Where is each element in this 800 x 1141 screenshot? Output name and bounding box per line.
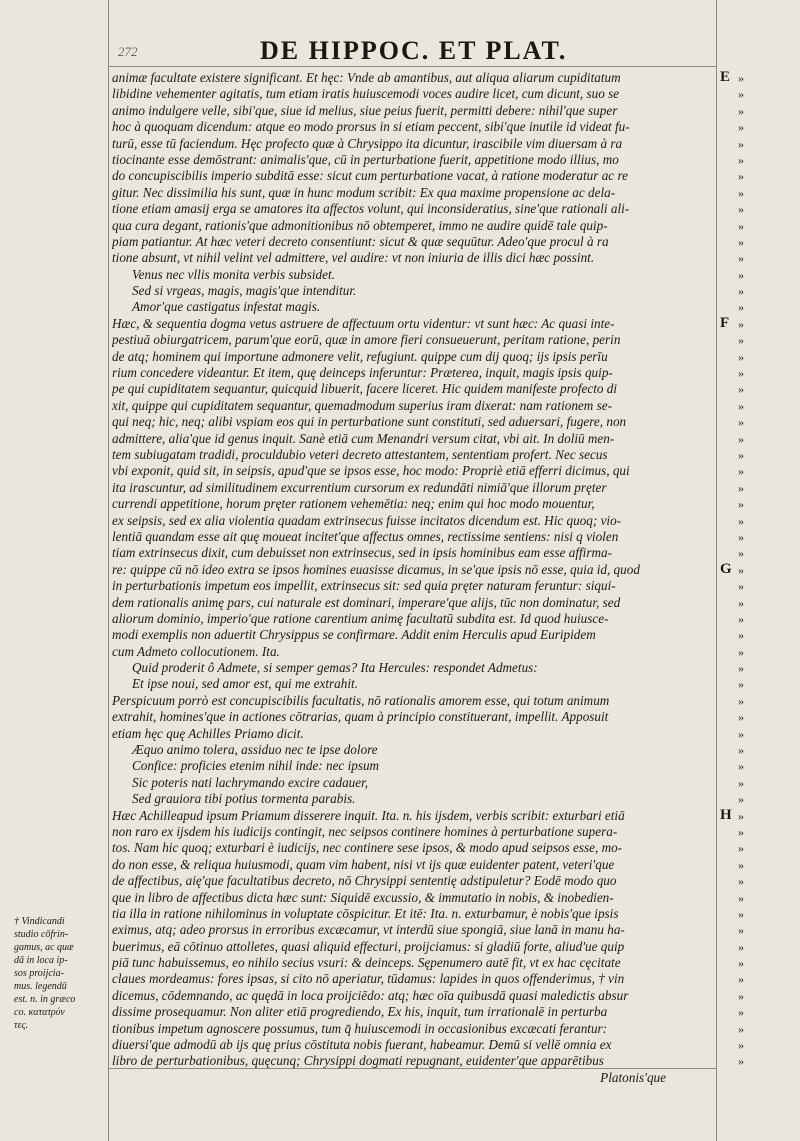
text-line: pestiuā obiurgatricem, parum'que eorū, quæ in amore fieri consueuerunt, peritam ratione, perin bbox=[112, 332, 621, 348]
text-line: dissime prosequamur. Non aliter etiā progrediendo, Ex his, inquit, tum irrationalē in perturba bbox=[112, 1004, 608, 1020]
quotation-mark: » bbox=[738, 759, 744, 774]
text-line: tione etiam amasij erga se amatores ita affectos volunt, qui inconsideratius, sine'que rationali ali- bbox=[112, 201, 630, 217]
quotation-mark: » bbox=[738, 398, 744, 413]
quotation-mark: » bbox=[738, 300, 744, 315]
text-line: cum Admeto collocutionem. Ita. bbox=[112, 643, 280, 659]
text-line: vbi exponit, quid sit, in seipsis, apud'que se ipsos esse, hoc modo: Propriè etiā efferri dicimus, qui bbox=[112, 463, 630, 479]
side-note-line: τες. bbox=[14, 1020, 29, 1031]
quotation-mark: » bbox=[738, 366, 744, 381]
quotation-mark: » bbox=[738, 956, 744, 971]
quotation-mark: » bbox=[738, 202, 744, 217]
text-line: qua cura degant, rationis'que admonitionibus nō obtemperet, immo ne audire quidē tale quip- bbox=[112, 217, 608, 233]
text-line: que in libro de affectibus dicta hæc sunt: Siquidē excussio, & immutatio in nobis, & inobedien- bbox=[112, 889, 614, 905]
quotation-mark: » bbox=[738, 447, 744, 462]
text-line: Hæc, & sequentia dogma vetus astruere de affectuum ortu videntur: vt sunt hæc: Ac quasi inte- bbox=[112, 315, 615, 331]
text-line: hoc à quoquam dicendum: atque eo modo prorsus in si etiam peccent, sibi'que inutile id videat fu- bbox=[112, 119, 630, 135]
quotation-mark: » bbox=[738, 316, 744, 331]
quotation-mark: » bbox=[738, 595, 744, 610]
text-line: gitur. Nec dissimilia his sunt, quæ in hunc modum scribit: Ex qua maxime propensione ac dela- bbox=[112, 184, 616, 200]
quotation-marks-column bbox=[738, 70, 762, 1070]
quotation-mark: » bbox=[738, 939, 744, 954]
quotation-mark: » bbox=[738, 382, 744, 397]
quotation-mark: » bbox=[738, 906, 744, 921]
quotation-mark: » bbox=[738, 218, 744, 233]
section-letter: H bbox=[720, 807, 732, 823]
quotation-mark: » bbox=[738, 726, 744, 741]
text-line: turū, esse tū faciendum. Hęc profecto quæ à Chrysippo ita dicuntur, irascibile vim diuersam à ra bbox=[112, 135, 623, 151]
quotation-mark: » bbox=[738, 1021, 744, 1036]
verse-line: Sic poteris nati lachrymando excire cadauer, bbox=[132, 774, 369, 790]
quotation-mark: » bbox=[738, 349, 744, 364]
text-line: animæ facultate existere significant. Et hęc: Vnde ab amantibus, aut aliqua aliarum cupiditatum bbox=[112, 70, 621, 85]
verse-line: Amor'que castigatus infestat magis. bbox=[132, 299, 321, 315]
text-line: in perturbationis impetum eos impellit, extrinsecus sit: sed quia pręter naturam feruntur: siqui- bbox=[112, 578, 616, 594]
quotation-mark: » bbox=[738, 169, 744, 184]
body-text bbox=[112, 70, 716, 1086]
side-note-line: † Vindicandi bbox=[14, 916, 65, 927]
text-line: admittere, alia'que id genus inquit. Sanè etiā cum Menandri versum citat, vbi ait. In doliū men- bbox=[112, 430, 615, 446]
quotation-mark: » bbox=[738, 71, 744, 85]
verse-line: Confice: proficies etenim nihil inde: nec ipsum bbox=[132, 758, 380, 774]
text-line: piā tunc habuissemus, eo nihilo secius vsuri: & deinceps. Sępenumero autē fit, vt ex hac cęcitate bbox=[112, 955, 621, 971]
text-line: qui neq; hic, neq; alibi vspiam eos qui in perturbatione sunt constituti, sed aduersari, fugere, non bbox=[112, 414, 627, 430]
quotation-mark: » bbox=[738, 661, 744, 676]
quotation-mark: » bbox=[738, 251, 744, 266]
text-line: aliorum dominio, imperio'que ratione carentium animę facultatū subdita est. Id quod huiusce- bbox=[112, 610, 609, 626]
text-line: pe qui cupiditatem sequantur, quicquid libuerit, facere liceret. Hic quidem manifeste profecto di bbox=[112, 381, 618, 397]
text-line: lentiā quandam esse ait quę moueat incitet'que affectus omnes, rectissime sentiens: nisi q violen bbox=[112, 528, 619, 544]
quotation-mark: » bbox=[738, 677, 744, 692]
quotation-mark: » bbox=[738, 1054, 744, 1069]
section-letter: G bbox=[720, 561, 732, 577]
side-note bbox=[14, 915, 104, 1032]
quotation-mark: » bbox=[738, 579, 744, 594]
quotation-mark: » bbox=[738, 988, 744, 1003]
quotation-mark: » bbox=[738, 923, 744, 938]
text-line: tiocinante esse demōstrant: animalis'que, cū in perturbatione fuerit, appetitione modo illius, mo bbox=[112, 151, 619, 167]
quotation-mark: » bbox=[738, 415, 744, 430]
text-line: extrahit, homines'que in actiones cōtrarias, quam à principio constituerant, impellit. Apposuit bbox=[112, 709, 609, 725]
page-number: 272 bbox=[118, 44, 138, 59]
quotation-mark: » bbox=[738, 808, 744, 823]
quotation-mark: » bbox=[738, 841, 744, 856]
quotation-mark: » bbox=[738, 775, 744, 790]
quotation-mark: » bbox=[738, 792, 744, 807]
quotation-mark: » bbox=[738, 529, 744, 544]
catchword: Platonis'que bbox=[600, 1069, 666, 1085]
text-line: libro de perturbationibus, quęcunq; Chrysippi dogmati repugnant, euidenter'que apparētibus bbox=[112, 1053, 604, 1069]
text-line: tos. Nam hic quoq; exturbari è iudicijs, nec continere sese ipsos, & modo apud seipsos esse, mo- bbox=[112, 840, 623, 856]
left-margin-rule bbox=[108, 0, 109, 1141]
quotation-mark: » bbox=[738, 972, 744, 987]
right-margin-rule bbox=[716, 0, 717, 1141]
text-line: ex seipsis, sed ex alia violentia quadam extrinsecus fuisse incitatos dicendum est. Hic quoq; vio- bbox=[112, 512, 622, 528]
side-note-line: sos proijcia- bbox=[14, 968, 64, 979]
text-line: Hæc Achilleapud ipsum Priamum disserere inquit. Ita. n. his ijsdem, verbis scribit: exturbari etiā bbox=[112, 807, 625, 823]
side-note-line: mus. legendū bbox=[14, 981, 67, 992]
quotation-mark: » bbox=[738, 857, 744, 872]
quotation-mark: » bbox=[738, 644, 744, 659]
text-line: Perspicuum porrò est concupiscibilis facultatis, nō rationalis amorem esse, qui totum animum bbox=[112, 692, 610, 708]
quotation-mark: » bbox=[738, 1038, 744, 1053]
quotation-mark: » bbox=[738, 234, 744, 249]
quotation-mark: » bbox=[738, 890, 744, 905]
verse-line: Quid proderit ô Admete, si semper gemas? Ita Hercules: respondet Admetus: bbox=[132, 660, 538, 676]
text-line: do concupiscibilis imperio subditā esse: sicut cum perturbatione vacat, à ratione moderatur ac re bbox=[112, 168, 628, 184]
quotation-mark: » bbox=[738, 464, 744, 479]
quotation-mark: » bbox=[738, 1005, 744, 1020]
running-head: DE HIPPOC. ET PLAT. bbox=[260, 36, 568, 65]
text-line: dicemus, cōdemnando, ac quędā in loca proijciēdo: atq; hæc oīa quibusdā quasi maledictis absur bbox=[112, 987, 629, 1003]
verse-line: Et ipse noui, sed amor est, qui me extrahit. bbox=[132, 676, 358, 692]
quotation-mark: » bbox=[738, 136, 744, 151]
verse-line: Æquo animo tolera, assiduo nec te ipse dolore bbox=[132, 742, 378, 758]
side-note-line: dā in loca ip- bbox=[14, 955, 68, 966]
text-line: tionibus impetum agnoscere possumus, tum q̄ huiuscemodi in occasionibus excæcati ferantur: bbox=[112, 1020, 608, 1036]
quotation-mark: » bbox=[738, 152, 744, 167]
text-line: tem subiugatam tradidi, proculdubio veteri decreto attestantem, sententiam profert. Nec secus bbox=[112, 446, 608, 462]
section-letter: E bbox=[720, 69, 731, 85]
quotation-mark: » bbox=[738, 497, 744, 512]
text-line: do non esse, & reliqua huiusmodi, quam vim habent, nisi vt ijs quæ euidenter patent, veteri'que bbox=[112, 856, 615, 872]
text-line: non raro ex ijsdem his iudicijs contingit, nec seipsos continere homines à perturbatione supera- bbox=[112, 823, 618, 839]
text-line: tione absunt, vt nihil velint vel admittere, vel audire: vt non iniuria de illis dici hæc possint. bbox=[112, 250, 595, 266]
quotation-mark: » bbox=[738, 710, 744, 725]
text-line: re: quippe cū nō ideo extra se ipsos homines euasisse dicamus, in se'que ipsis nō esse, quia id, quod bbox=[112, 561, 640, 577]
section-letter: F bbox=[720, 315, 730, 331]
quotation-mark: » bbox=[738, 185, 744, 200]
quotation-mark: » bbox=[738, 628, 744, 643]
text-line: animo indulgere velle, sibi'que, siue id melius, siue peius fuerit, permitti debere: nihil'que super bbox=[112, 102, 618, 118]
text-line: tiam extrinsecus dixit, cum debuisset non extrinsecus, sed in ipsis hominibus eam esse affirma- bbox=[112, 545, 612, 561]
text-line: buerimus, eā cōtinuo attolletes, quasi aliquid effecturi, proijciamus: si gladiū forte, aliud'ue quip bbox=[112, 938, 625, 954]
quotation-mark: » bbox=[738, 693, 744, 708]
text-line: claues mordeamus: fores ipsas, si cito nō aperiatur, tūdamus: lapides in quos offenderimus, † vin bbox=[112, 971, 625, 987]
text-line: de affectibus, aię'que facultatibus decreto, nō Chrysippi sententię adstipuletur? Eodē modo quo bbox=[112, 873, 617, 889]
quotation-mark: » bbox=[738, 333, 744, 348]
text-line: rium concedere videantur. Et item, quę deinceps inferuntur: Præterea, inquit, magis ipsis quip- bbox=[112, 365, 613, 381]
quotation-mark: » bbox=[738, 824, 744, 839]
text-line: tia illa in ratione nihilominus in voluptate cōspicitur. Et itē: Ita. n. exturbamur, è nobis'que ipsis bbox=[112, 905, 619, 921]
quotation-mark: » bbox=[738, 267, 744, 282]
text-line: eximus, atq; adeo prorsus in erroribus excæcamur, vt interdū siue spongiā, siue lanā in manu ha- bbox=[112, 922, 625, 938]
quotation-mark: » bbox=[738, 87, 744, 102]
quotation-mark: » bbox=[738, 562, 744, 577]
text-line: de atq; hominem qui importune admonere velit, refugiunt. quippe cum dij quoq; ijs ipsis perīu bbox=[112, 348, 608, 364]
side-note-line: co. κατατρύν bbox=[14, 1007, 65, 1018]
text-line: modi exemplis non aduertit Chrysippus se confirmare. Addit enim Herculis apud Euripidem bbox=[112, 627, 596, 643]
side-note-line: studio cōfrin- bbox=[14, 929, 69, 940]
quotation-mark: » bbox=[738, 546, 744, 561]
side-note-line: est. n. in græco bbox=[14, 994, 76, 1005]
text-line: libidine vehementer agitatis, tum etiam iratis huiuscemodi voces audire licet, cum dicunt, suo se bbox=[112, 86, 620, 102]
text-line: xit, quippe qui cupiditatem sequantur, quemadmodum superius iram dixerat: nam rationem se- bbox=[112, 397, 612, 413]
text-line: dem rationalis animę pars, cui naturale est dominari, imperare'que alijs, tūc non dominatur, sed bbox=[112, 594, 621, 610]
verse-line: Sed si vrgeas, magis, magis'que intenditur. bbox=[132, 283, 357, 299]
verse-line: Venus nec vllis monita verbis subsidet. bbox=[132, 266, 335, 282]
quotation-mark: » bbox=[738, 103, 744, 118]
text-line: currendi appetitione, horum pręter rationem vehemētia: neq; enim qui hoc modo mouentur, bbox=[112, 496, 595, 512]
top-rule bbox=[108, 66, 716, 67]
quotation-mark: » bbox=[738, 431, 744, 446]
quotation-mark: » bbox=[738, 284, 744, 299]
text-line: etiam hęc quę Achilles Priamo dicit. bbox=[112, 725, 304, 741]
side-note-line: gamus, ac quæ bbox=[14, 942, 74, 953]
quotation-mark: » bbox=[738, 874, 744, 889]
quotation-mark: » bbox=[738, 480, 744, 495]
text-line: diuersi'que admodū ab ijs quę prius cōstituta nobis fuerant, habeamur. Demū si vellē omnia ex bbox=[112, 1037, 612, 1053]
quotation-mark: » bbox=[738, 611, 744, 626]
quotation-mark: » bbox=[738, 120, 744, 135]
text-line: ita irascuntur, ad similitudinem excurrentium cursorum ex redundāti nimiā'que illorum pręter bbox=[112, 479, 607, 495]
quotation-mark: » bbox=[738, 513, 744, 528]
quotation-mark: » bbox=[738, 743, 744, 758]
text-line: piam patiantur. At hæc veteri decreto consentiunt: sicut & quæ sequūtur. Adeo'que procul à ra bbox=[112, 233, 609, 249]
verse-line: Sed grauiora tibi potius tormenta parabis. bbox=[132, 791, 356, 807]
